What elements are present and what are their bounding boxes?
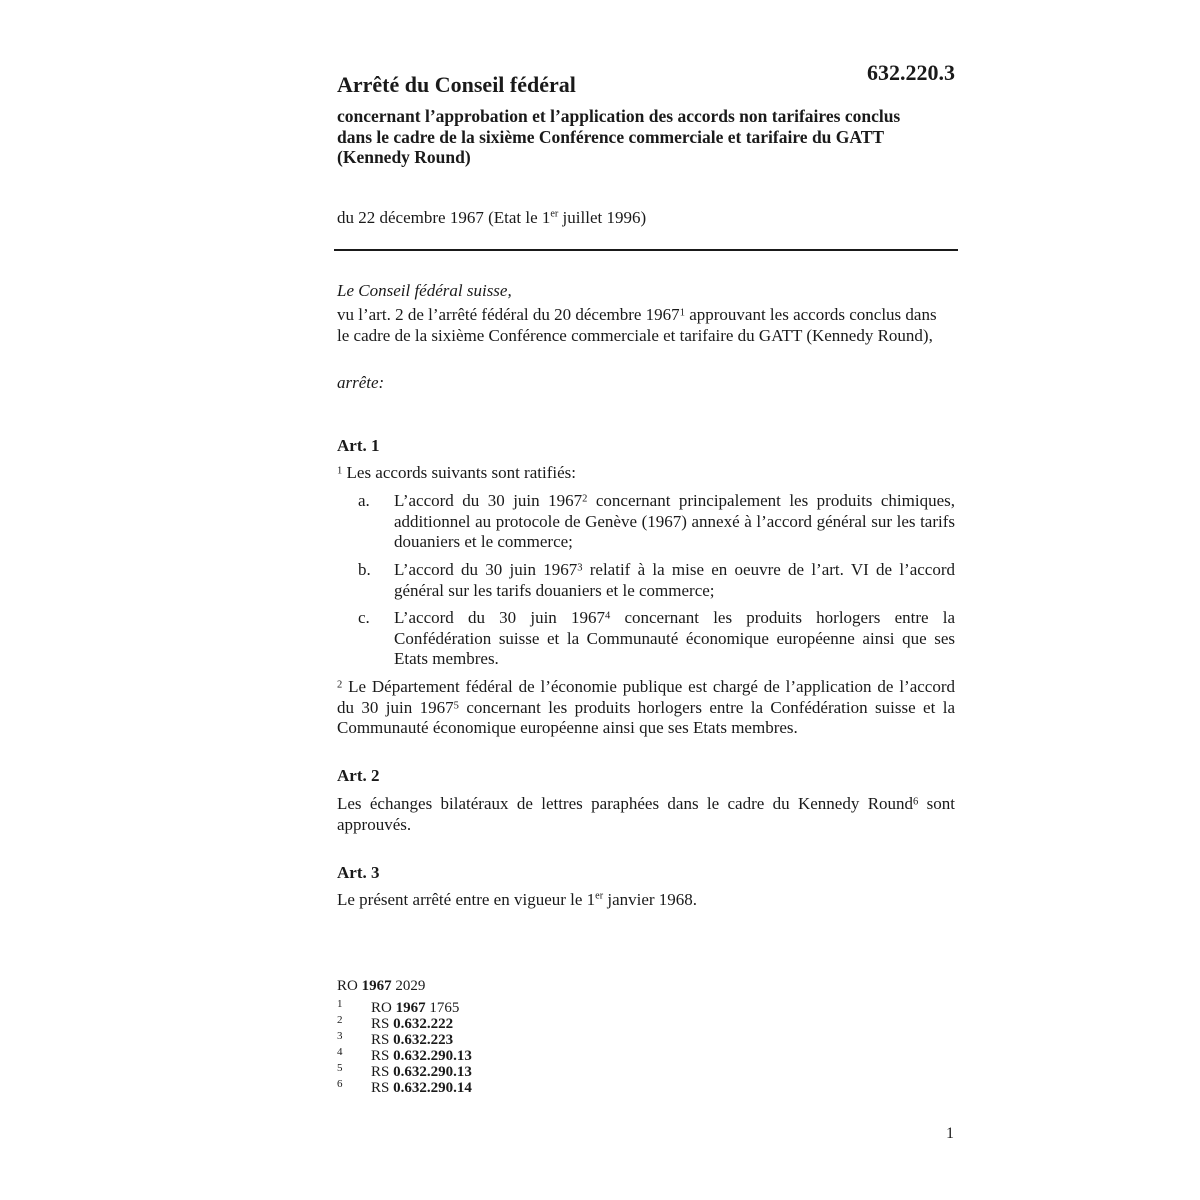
footnote-ref: 1 bbox=[679, 307, 685, 319]
footnote-number: 3 bbox=[337, 1030, 343, 1042]
footnote-item: RS 0.632.223 bbox=[371, 1032, 454, 1048]
footnote-ref: 2 bbox=[582, 493, 588, 505]
article-2-heading: Art. 2 bbox=[337, 766, 380, 785]
footnote-number: 1 bbox=[337, 998, 343, 1010]
footnote-item: RS 0.632.222 bbox=[371, 1016, 454, 1032]
footnote-item: RS 0.632.290.13 bbox=[371, 1064, 472, 1080]
article-3-text: Le présent arrêté entre en vigueur le 1er janvier 1968. bbox=[337, 890, 698, 909]
list-item-letter: a. bbox=[358, 491, 370, 510]
document-title: Arrêté du Conseil fédéral bbox=[337, 72, 576, 97]
article-1-paragraph-2: $^2$ Le Département fédéral de l’économie publique est chargé de l’application de l’accord du 30 juin 1967$^5$ concernant les produits horlogers entre la Confédération suisse et la Communauté économique européenne ainsi que ses Etats membres. bbox=[337, 677, 955, 737]
article-2-text: Les échanges bilatéraux de lettres paraphées dans le cadre du Kennedy Round$^6$ sont approuvés. bbox=[337, 794, 955, 834]
preamble-vu: vu l’art. 2 de l’arrêté fédéral du 20 décembre 1967$^1$ approuvant les accords conclus dans le cadre de la sixième Conférence commerciale et tarifaire du GATT (Kennedy Round), bbox=[337, 305, 937, 345]
document-date: du 22 décembre 1967 (Etat le 1er juillet 1996) bbox=[337, 208, 647, 227]
footnote-ref: 5 bbox=[453, 699, 459, 711]
article-1-paragraph-1: $^1$ Les accords suivants sont ratifiés: bbox=[337, 463, 576, 482]
document-subtitle: concernant l’approbation et l’application des accords non tarifaires conclus dans le cadre de la sixième Conférence commerciale et tarifaire du GATT (Kennedy Round) bbox=[337, 106, 901, 167]
document-number: 632.220.3 bbox=[867, 60, 955, 85]
list-item: L’accord du 30 juin 1967$^4$ concernant les produits horlogers entre la Confédération suisse et la Communauté économique européenne ainsi que ses Etats membres. bbox=[394, 608, 955, 668]
page-number: 1 bbox=[946, 1125, 954, 1142]
article-1-heading: Art. 1 bbox=[337, 436, 380, 455]
list-item: L’accord du 30 juin 1967$^2$ concernant principalement les produits chimiques, additionnel au protocole de Genève (1967) annexé à l’accord général sur les tarifs douaniers et le commerce; bbox=[394, 491, 956, 551]
footnote-number: 4 bbox=[337, 1046, 343, 1058]
list-item-letter: b. bbox=[358, 560, 371, 579]
footnote-ref: 6 bbox=[913, 796, 919, 808]
footnote-number: 2 bbox=[337, 1014, 343, 1026]
footnote-item: RO 1967 1765 bbox=[371, 1000, 460, 1016]
list-item-letter: c. bbox=[358, 608, 370, 627]
preamble-decree: arrête: bbox=[337, 373, 385, 392]
footnote-item: RS 0.632.290.14 bbox=[371, 1080, 472, 1096]
list-item: L’accord du 30 juin 1967$^3$ relatif à la mise en oeuvre de l’art. VI de l’accord général sur les tarifs douaniers et le commerce; bbox=[394, 560, 955, 600]
footnote-ref: 4 bbox=[604, 610, 611, 622]
footnote-number: 5 bbox=[337, 1062, 343, 1074]
footnote-item: RS 0.632.290.13 bbox=[371, 1048, 472, 1064]
paragraph-number: 1 bbox=[337, 465, 343, 477]
footnote-number: 6 bbox=[337, 1078, 343, 1090]
footnote-ref: 3 bbox=[577, 562, 583, 574]
preamble-authority: Le Conseil fédéral suisse, bbox=[337, 281, 512, 300]
title-divider bbox=[334, 249, 958, 251]
source-reference: RO 1967 2029 bbox=[337, 978, 426, 994]
article-3-heading: Art. 3 bbox=[337, 863, 380, 882]
paragraph-number: 2 bbox=[337, 679, 343, 691]
